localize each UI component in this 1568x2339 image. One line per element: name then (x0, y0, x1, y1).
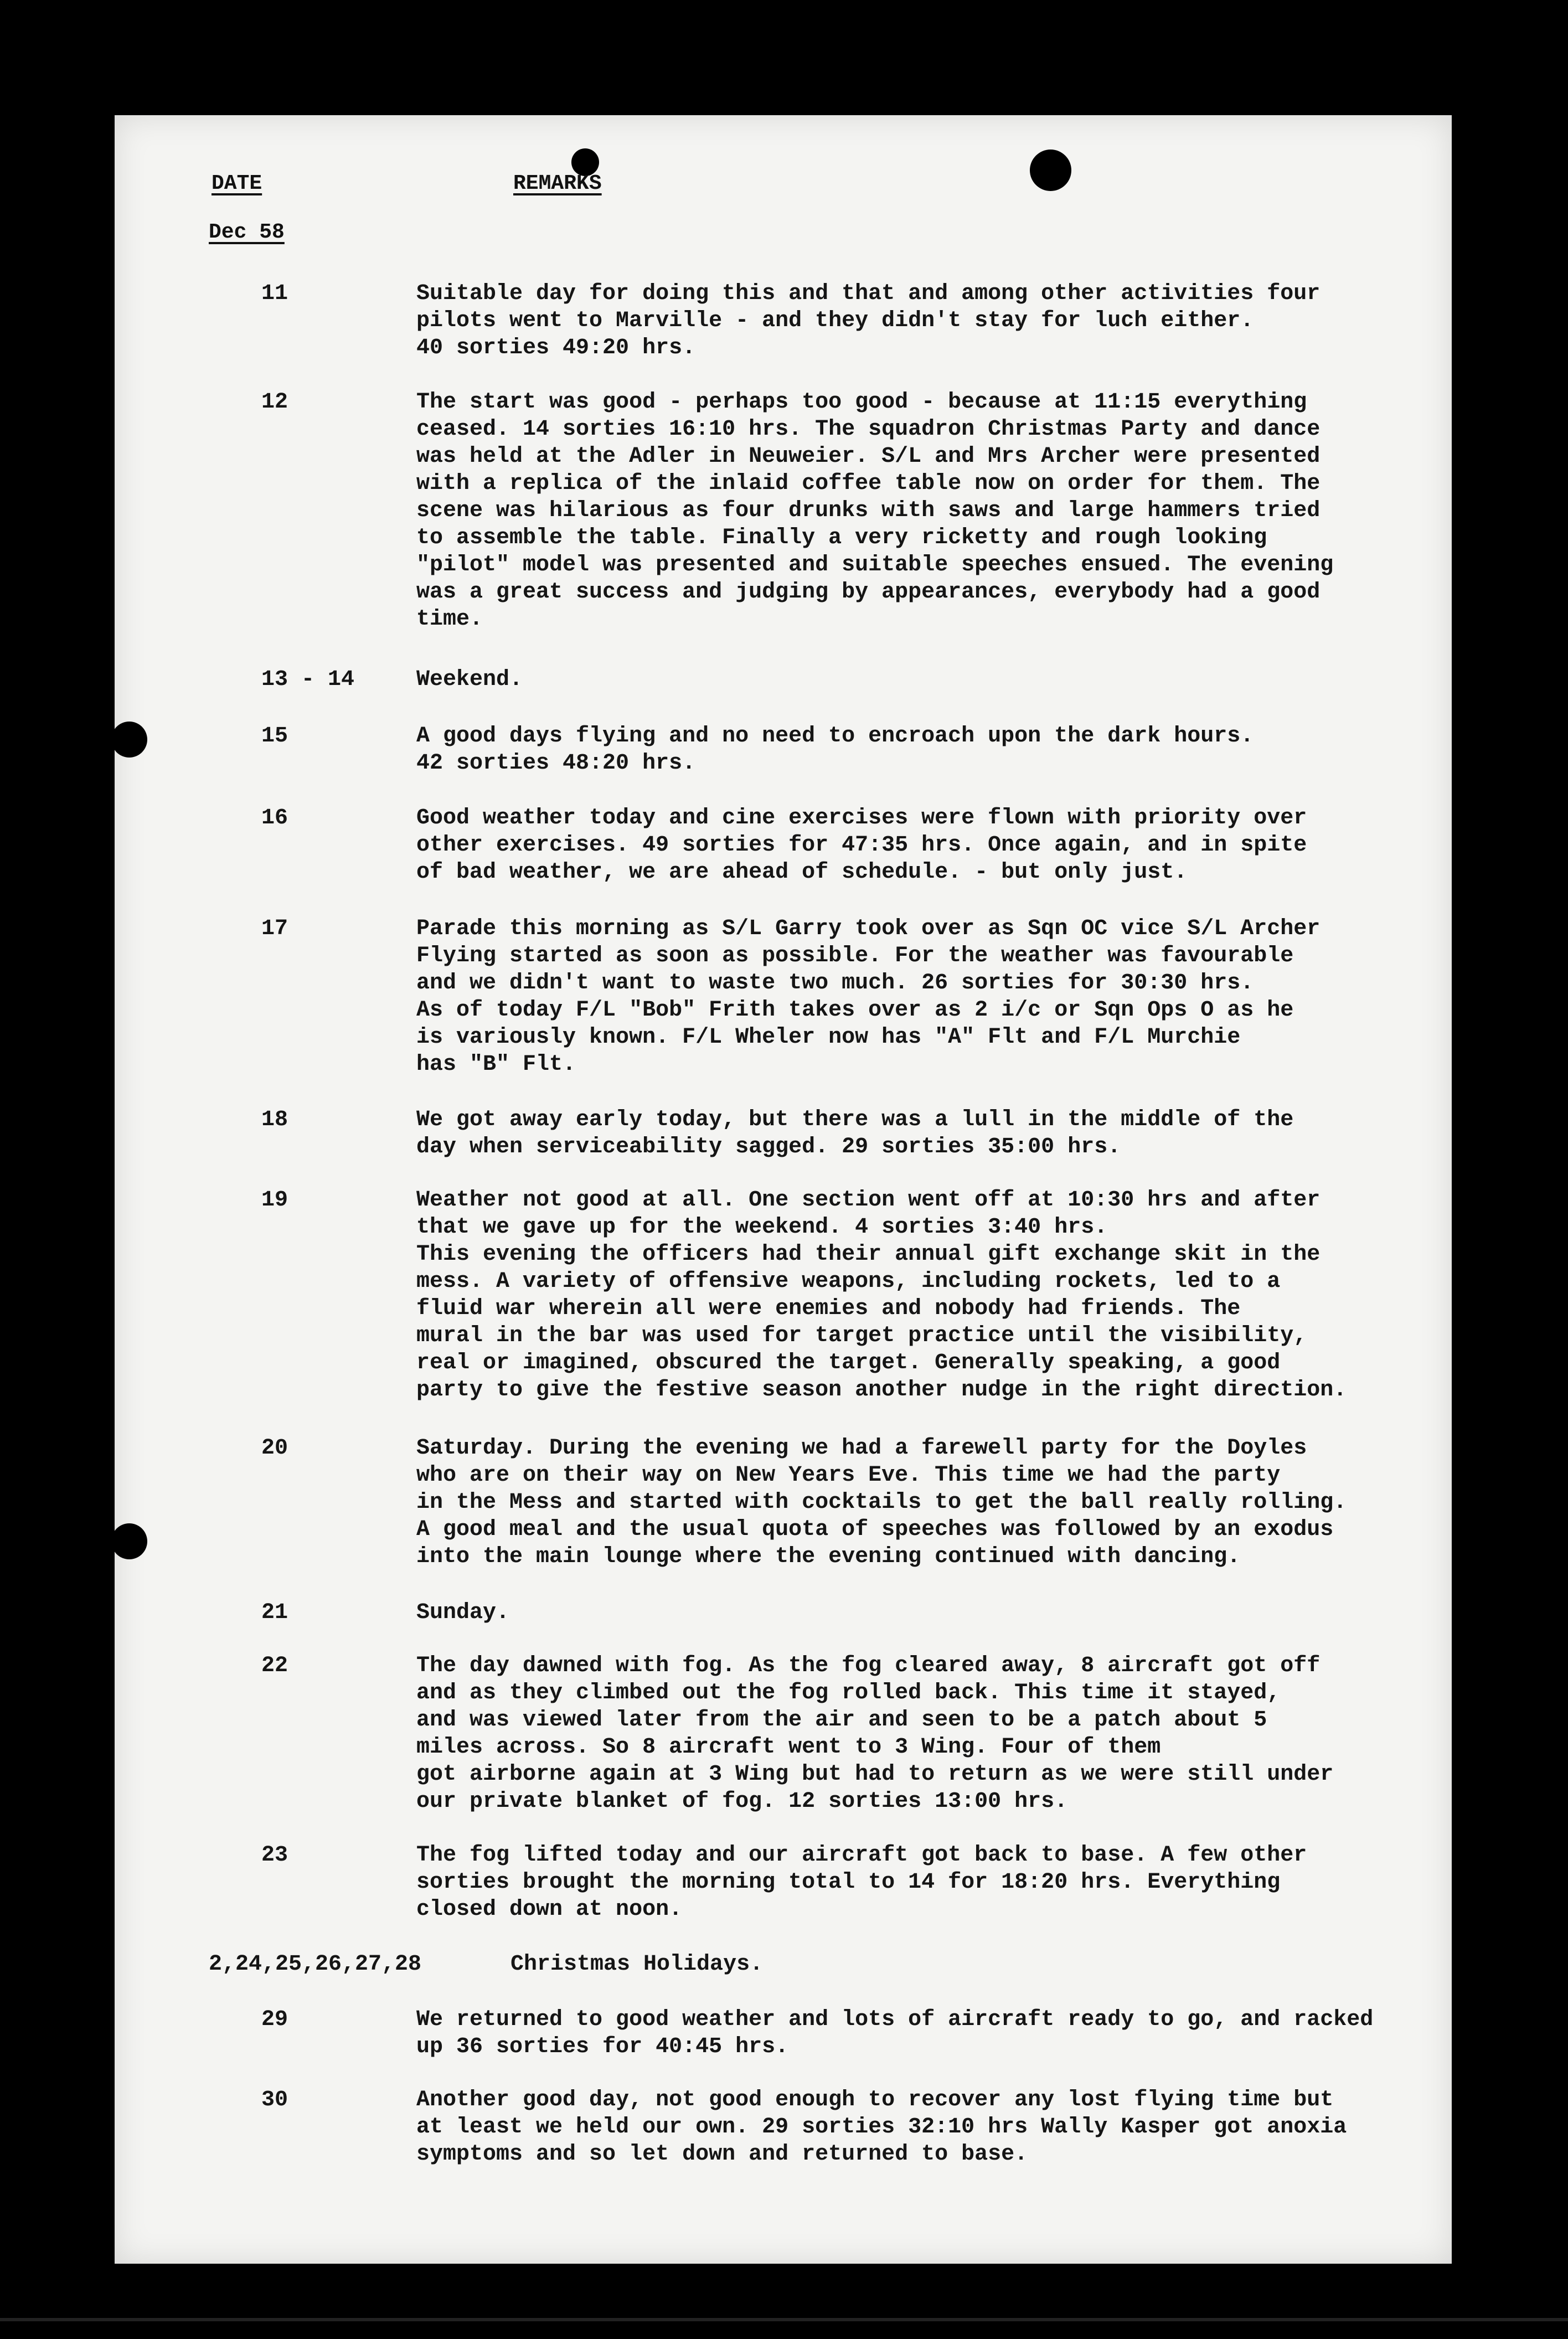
punch-hole (1030, 150, 1071, 191)
entry-remark: Weather not good at all. One section went off at 10:30 hrs and after that we gave up for the weekend. 4 sorties 3:40 hrs. This evening the officers had their annual gift exchange skit in the mess. A variety of offensive weapons, including rockets, led to a fluid war wherein all were enemies and nobody had friends. The mural in the bar was used for target practice until the visibility, real or imagined, obscured the target. Generally speaking, a good party to give the festive season another nudge in the right direction. (416, 1188, 1347, 1403)
entry-date: 19 (261, 1188, 288, 1213)
date-column-header: DATE (212, 172, 262, 195)
punch-hole (111, 722, 147, 758)
entry-remark: Saturday. During the evening we had a farewell party for the Doyles who are on their way on New Years Eve. This time we had the party in the Mess and started with cocktails to get the ball really rolling. A good meal and the usual quota of speeches was followed by an exodus into the main lounge where the evening continued with dancing. (416, 1436, 1347, 1569)
entry-remark: Suitable day for doing this and that and among other activities four pilots went to Marville - and they didn't stay for luch either. 40 sorties 49:20 hrs. (416, 281, 1321, 360)
entry-date: 12 (261, 390, 288, 415)
entry-date: 29 (261, 2007, 288, 2032)
entry-date: 23 (261, 1843, 288, 1868)
entry-remark: Parade this morning as S/L Garry took over as Sqn OC vice S/L Archer Flying started as soon as possible. For the weather was favourable and we didn't want to waste two much. 26 sorties for 30:30 hrs. As of today F/L "Bob" Frith takes over as 2 i/c or Sqn Ops O as he is variously known. F/L Wheler now has "A" Flt and F/L Murchie has "B" Flt. (416, 916, 1321, 1077)
entry-date: 15 (261, 724, 288, 749)
punch-hole (111, 1523, 147, 1559)
document-page (115, 115, 1452, 2264)
bottom-rule (0, 2318, 1568, 2321)
remarks-column-header: REMARKS (513, 172, 602, 195)
entry-remark: Sunday. (416, 1600, 510, 1625)
entry-remark: Another good day, not good enough to recover any lost flying time but at least we held our own. 29 sorties 32:10 hrs Wally Kasper got anoxia symptoms and so let down and returned to base. (416, 2088, 1347, 2167)
entry-remark: Weekend. (416, 667, 523, 692)
entry-remark: Good weather today and cine exercises were flown with priority over other exercises. 49 sorties for 47:35 hrs. Once again, and in spite of bad weather, we are ahead of schedule. - but only just. (416, 806, 1307, 885)
entry-date: 22 (261, 1653, 288, 1678)
entry-date: 18 (261, 1107, 288, 1132)
entry-date: 21 (261, 1600, 288, 1625)
entry-remark: We got away early today, but there was a lull in the middle of the day when serviceability sagged. 29 sorties 35:00 hrs. (416, 1107, 1294, 1160)
entry-date: 30 (261, 2088, 288, 2113)
entry-remark: Christmas Holidays. (510, 1952, 764, 1977)
entry-date: 20 (261, 1436, 288, 1461)
entry-date: 2,24,25,26,27,28 (209, 1952, 422, 1977)
entry-date: 16 (261, 806, 288, 831)
entry-remark: The fog lifted today and our aircraft got back to base. A few other sorties brought the morning total to 14 for 18:20 hrs. Everything closed down at noon. (416, 1843, 1307, 1922)
entry-date: 13 - 14 (261, 667, 355, 692)
entry-remark: We returned to good weather and lots of aircraft ready to go, and racked up 36 sorties for 40:45 hrs. (416, 2007, 1374, 2059)
entry-date: 11 (261, 281, 288, 306)
month-label: Dec 58 (209, 220, 285, 244)
entry-remark: The start was good - perhaps too good - because at 11:15 everything ceased. 14 sorties 16:10 hrs. The squadron Christmas Party and dance was held at the Adler in Neuweier. S/L and Mrs Archer were presented with a replica of the inlaid coffee table now on order for them. The scene was hilarious as four drunks with saws and large hammers tried to assemble the table. Finally a very ricketty and rough looking "pilot" model was presented and suitable speeches ensued. The evening was a great success and judging by appearances, everybody had a good time. (416, 390, 1334, 632)
entry-remark: The day dawned with fog. As the fog cleared away, 8 aircraft got off and as they climbed out the fog rolled back. This time it stayed, and was viewed later from the air and seen to be a patch about 5 miles across. So 8 aircraft went to 3 Wing. Four of them got airborne again at 3 Wing but had to return as we were still under our private blanket of fog. 12 sorties 13:00 hrs. (416, 1653, 1334, 1814)
entry-remark: A good days flying and no need to encroach upon the dark hours. 42 sorties 48:20 hrs. (416, 724, 1254, 776)
entry-date: 17 (261, 916, 288, 941)
